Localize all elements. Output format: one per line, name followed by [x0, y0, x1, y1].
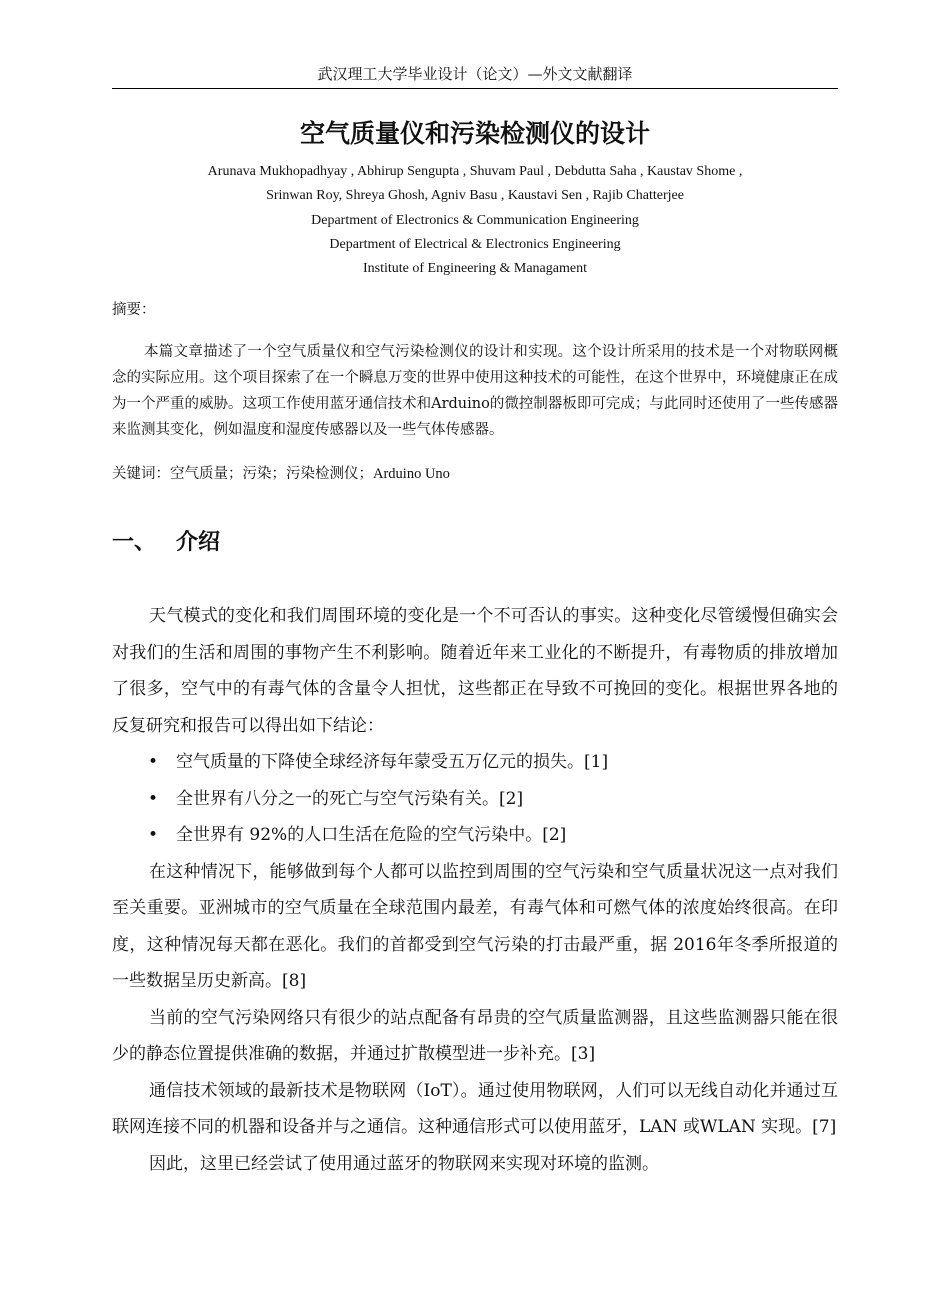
intro-paragraph-4: 通信技术领域的最新技术是物联网（IoT）。通过使用物联网，人们可以无线自动化并通过互联网连接不同的机器和设备并与之通信。这种通信形式可以使用蓝牙，LAN 或WLAN 实现。[7] — [112, 1080, 838, 1137]
paper-title: 空气质量仪和污染检测仪的设计 — [299, 119, 650, 148]
page-header: 武汉理工大学毕业设计（论文）—外文文献翻译 — [317, 65, 633, 83]
affiliation-institute: Institute of Engineering & Managament — [363, 261, 587, 276]
affiliation-eee: Department of Electrical & Electronics Engineering — [329, 237, 621, 252]
affiliation-ece: Department of Electronics & Communication Engineering — [311, 213, 639, 228]
list-item-text: 全世界有 92%的人口生活在危险的空气污染中。[2] — [176, 825, 567, 845]
list-item-text: 全世界有八分之一的死亡与空气污染有关。[2] — [176, 788, 524, 809]
section-title: 介绍 — [176, 529, 221, 555]
keywords-prefix: 关键词：空气质量；污染；污染检测仪； — [112, 466, 373, 482]
abstract-body: 本篇文章描述了一个空气质量仪和空气污染检测仪的设计和实现。这个设计所采用的技术是一个对物联网概念的实际应用。这个项目探索了在一个瞬息万变的世界中使用这种技术的可能性，在这个世界中，环境健康正在成为一个严重的威胁。这项工作使用蓝牙通信技术和Arduino的微控制器板即可完成；与此同时还使用了一些传感器来监测其变化，例如温度和湿度传感器以及一些气体传感器。 — [112, 344, 838, 438]
keywords — [112, 462, 838, 486]
bullet-icon: • — [148, 825, 159, 845]
authors-line-1: Arunava Mukhopadhyay , Abhirup Sengupta , Shuvam Paul , Debdutta Saha , Kaustav Shome , — [207, 164, 743, 179]
findings-list — [112, 744, 838, 854]
intro-paragraph-5: 因此，这里已经尝试了使用通过蓝牙的物联网来实现对环境的监测。 — [149, 1153, 659, 1174]
intro-paragraph-1: 天气模式的变化和我们周围环境的变化是一个不可否认的事实。这种变化尽管缓慢但确实会对我们的生活和周围的事物产生不利影响。随着近年来工业化的不断提升，有毒物质的排放增加了很多，空气中的有毒气体的含量令人担忧，这些都正在导致不可挽回的变化。根据世界各地的反复研究和报告可以得出如下结论： — [112, 606, 838, 736]
section-body — [112, 598, 838, 1182]
keywords-suffix: Arduino Uno — [373, 466, 450, 482]
authors-line-2: Srinwan Roy, Shreya Ghosh, Agniv Basu , Kaustavi Sen , Rajib Chatterjee — [266, 188, 684, 203]
intro-paragraph-3: 当前的空气污染网络只有很少的站点配备有昂贵的空气质量监测器，且这些监测器只能在很少的静态位置提供准确的数据，并通过扩散模型进一步补充。[3] — [112, 1007, 838, 1064]
abstract-label: 摘要： — [112, 302, 156, 318]
intro-paragraph-2: 在这种情况下，能够做到每个人都可以监控到周围的空气污染和空气质量状况这一点对我们至关重要。亚洲城市的空气质量在全球范围内最差，有毒气体和可燃气体的浓度始终很高。在印度，这种情况每天都在恶化。我们的首都受到空气污染的打击最严重，据 2016年冬季所报道的一些数据呈历史新高。[8] — [112, 861, 838, 991]
list-item — [112, 744, 838, 781]
section-number: 一、 — [112, 529, 157, 555]
section-heading — [112, 526, 838, 558]
bullet-icon: • — [148, 788, 159, 809]
list-item-text: 空气质量的下降使全球经济每年蒙受五万亿元的损失。[1] — [176, 752, 609, 772]
bullet-icon: • — [148, 752, 159, 772]
list-item — [112, 817, 838, 854]
header-rule — [112, 88, 838, 89]
list-item — [112, 781, 838, 818]
